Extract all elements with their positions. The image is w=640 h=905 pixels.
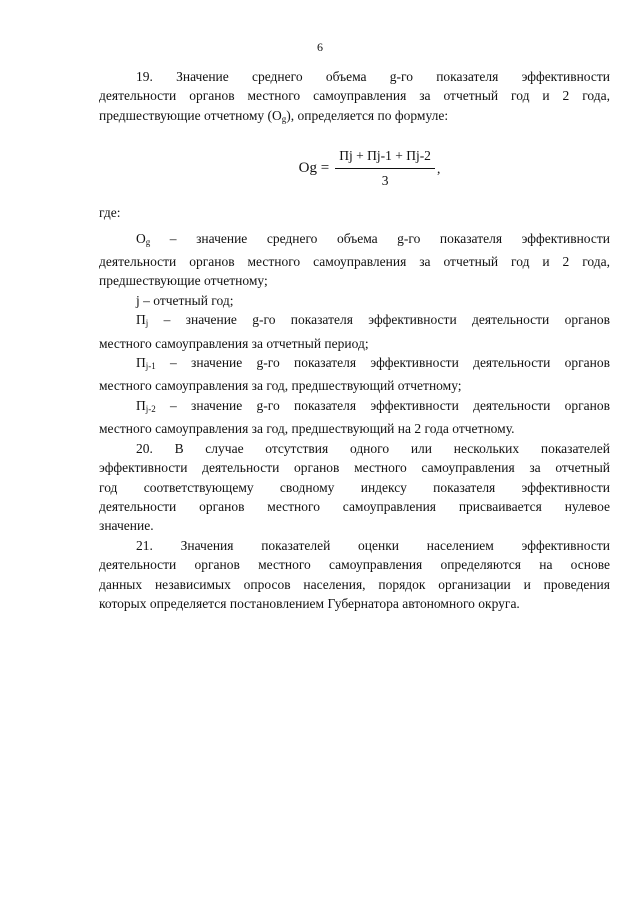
definition-j: j – отчетный год; <box>136 292 234 308</box>
formula-denominator: 3 <box>381 172 389 188</box>
formula-tail: , <box>436 160 441 176</box>
paragraph-20-line-4: деятельности органов местного самоуправления присваивается нулевое <box>99 498 610 514</box>
definition-og-line-3: предшествующие отчетному; <box>99 273 268 289</box>
paragraph-19-line-1: 19. Значение среднего объема g-го показателя эффективности <box>136 69 610 84</box>
paragraph-20-line-1: 20. В случае отсутствия одного или нескольких показателей <box>136 440 610 456</box>
definition-pj1-line-1: $П_{j-1}$ – значение g-го показателя эффективности деятельности органов <box>136 355 610 372</box>
definition-pj1-line-2: местного самоуправления за год, предшествующий отчетному; <box>99 378 462 394</box>
formula-numerator: Пj + Пj-1 + Пj-2 <box>335 146 435 168</box>
definition-pj2-line-1: $П_{j-2}$ – значение g-го показателя эффективности деятельности органов <box>136 397 610 414</box>
definition-pj2-line-2: местного самоуправления за год, предшествующий на 2 года отчетному. <box>99 421 515 437</box>
where-label: где: <box>99 205 121 221</box>
paragraph-19-line-3: предшествующие отчетному $(O_g)$, определяется по формуле: <box>99 107 449 124</box>
paragraph-19-line-2: деятельности органов местного самоуправления за отчетный год и 2 года, <box>99 88 610 104</box>
definition-pj-line-2: местного самоуправления за отчетный период; <box>99 335 369 351</box>
average-value-formula <box>129 147 610 189</box>
definition-og-line-1: $O_g$ – значение среднего объема g-го показателя эффективности <box>136 230 610 247</box>
definition-og-line-2: деятельности органов местного самоуправления за отчетный год и 2 года, <box>99 254 610 270</box>
paragraph-21-line-3: данных независимых опросов населения, порядок организации и проведения <box>99 576 610 592</box>
formula-fraction <box>335 146 435 190</box>
paragraph-21-line-2: деятельности органов местного самоуправления определяются на основе <box>99 557 610 573</box>
paragraph-21-line-1: 21. Значения показателей оценки населением эффективности <box>136 537 610 553</box>
paragraph-20-line-3: год соответствующему сводному индексу показателя эффективности <box>99 479 610 495</box>
definition-pj-line-1: $П_j$ – значение g-го показателя эффективности деятельности органов <box>136 312 610 329</box>
paragraph-21-line-4: которых определяется постановлением Губернатора автономного округа. <box>99 595 520 611</box>
document-body <box>99 67 610 613</box>
page-number: 6 <box>317 40 323 54</box>
formula-lhs: Og = <box>298 159 330 176</box>
paragraph-20-line-5: значение. <box>99 518 154 534</box>
paragraph-20-line-2: эффективности деятельности органов местного самоуправления за отчетный <box>99 460 610 476</box>
